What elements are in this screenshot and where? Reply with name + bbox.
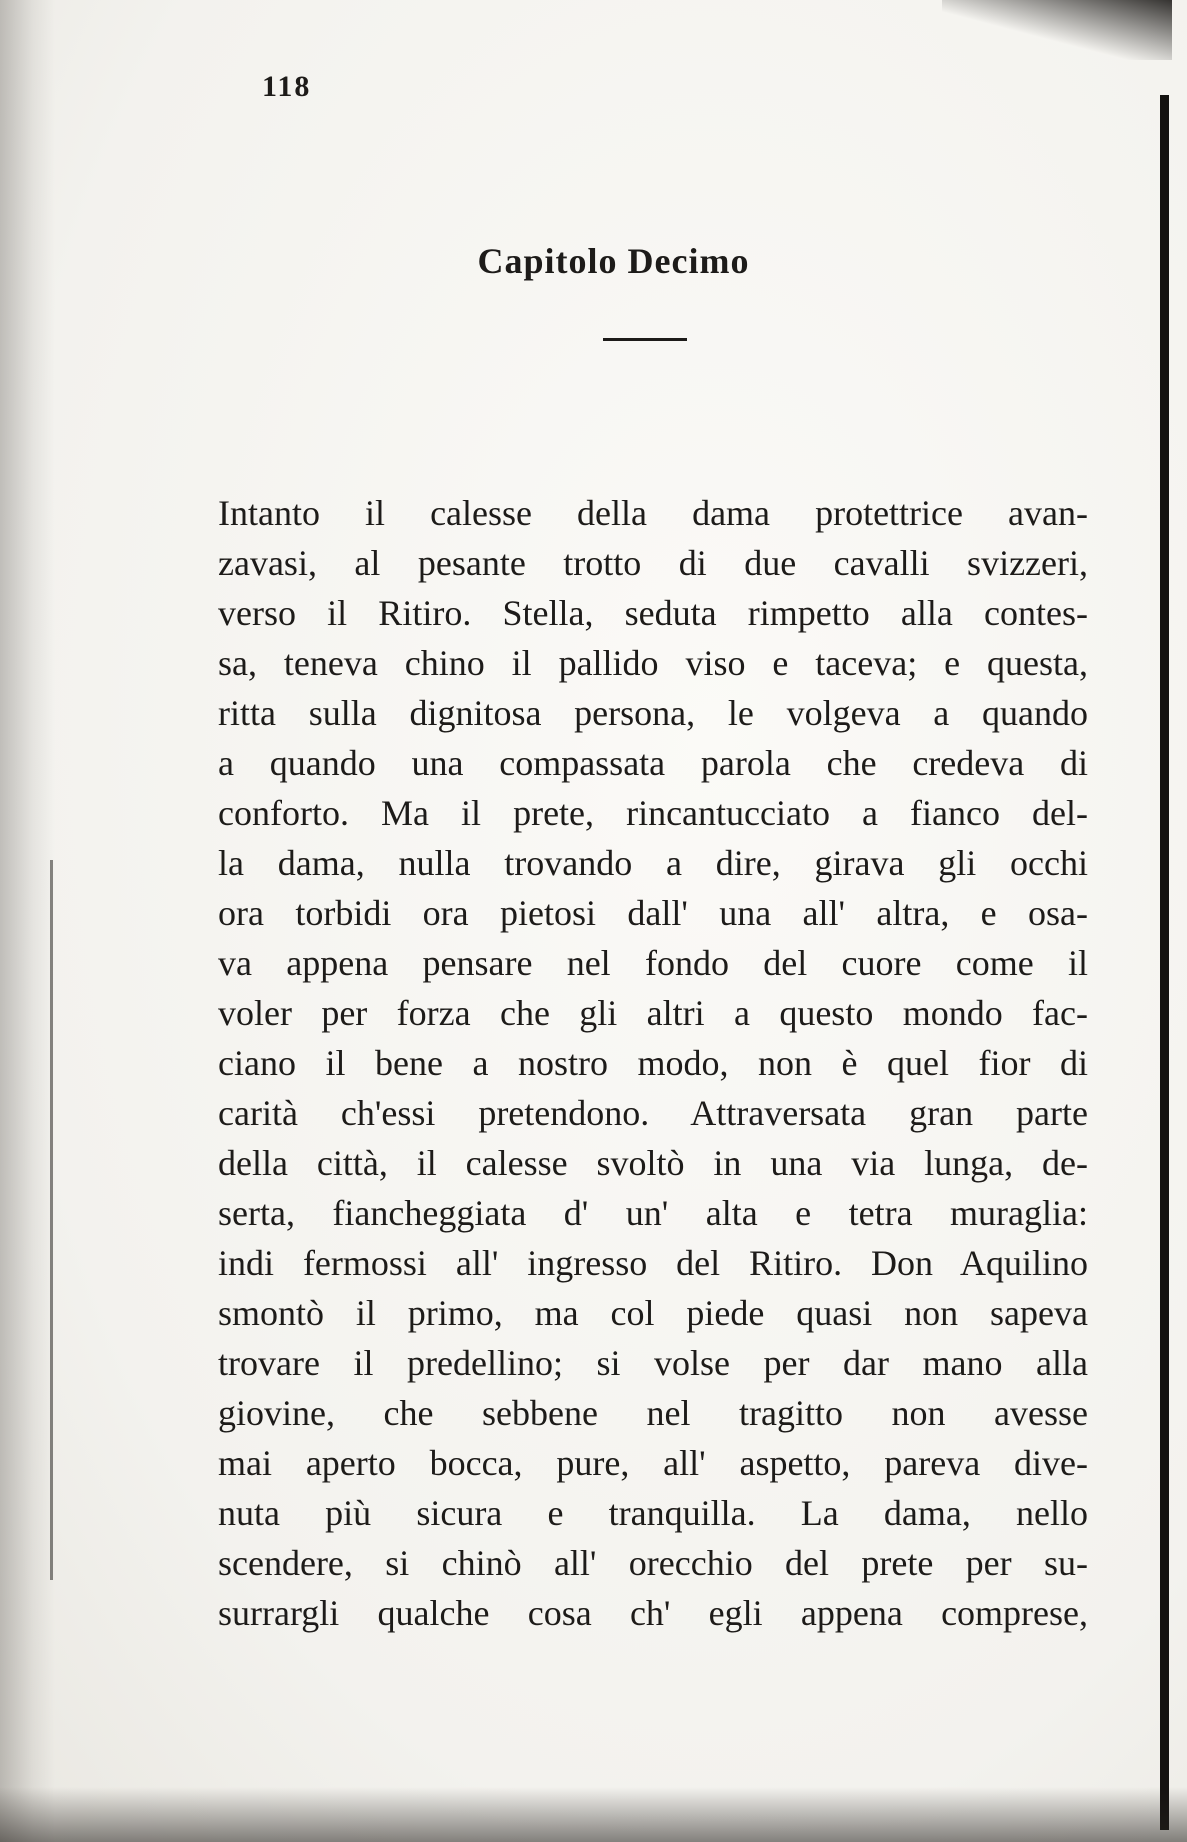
text-line: Intanto il calesse della dama protettrice avan-: [218, 493, 1088, 533]
text-line: ciano il bene a nostro modo, non è quel fior di: [218, 1043, 1088, 1083]
text-line: zavasi, al pesante trotto di due cavalli svizzeri,: [218, 543, 1088, 583]
chapter-title: Capitolo Decimo: [477, 241, 750, 281]
title-divider: [603, 338, 687, 341]
binding-edge-line: [50, 860, 53, 1580]
text-line: ora torbidi ora pietosi dall' una all' altra, e osa-: [218, 893, 1088, 933]
scan-corner-shadow: [942, 0, 1172, 60]
text-line: trovare il predellino; si volse per dar mano alla: [218, 1343, 1088, 1383]
text-line: giovine, che sebbene nel tragitto non avesse: [218, 1393, 1088, 1433]
text-line: sa, teneva chino il pallido viso e taceva; e questa,: [218, 643, 1088, 683]
text-line: mai aperto bocca, pure, all' aspetto, pareva dive-: [218, 1443, 1088, 1483]
text-line: serta, fiancheggiata d' un' alta e tetra muraglia:: [218, 1193, 1088, 1233]
text-line: verso il Ritiro. Stella, seduta rimpetto alla contes-: [218, 593, 1088, 633]
text-line: voler per forza che gli altri a questo mondo fac-: [218, 993, 1088, 1033]
text-line: va appena pensare nel fondo del cuore come il: [218, 943, 1088, 983]
text-line: della città, il calesse svoltò in una via lunga, de-: [218, 1143, 1088, 1183]
text-line: conforto. Ma il prete, rincantucciato a fianco del-: [218, 793, 1088, 833]
page-number: 118: [262, 70, 312, 103]
text-line: la dama, nulla trovando a dire, girava gli occhi: [218, 843, 1088, 883]
text-line: smontò il primo, ma col piede quasi non sapeva: [218, 1293, 1088, 1333]
text-line: carità ch'essi pretendono. Attraversata gran parte: [218, 1093, 1088, 1133]
text-line: scendere, si chinò all' orecchio del prete per su-: [218, 1543, 1088, 1583]
text-line: a quando una compassata parola che credeva di: [218, 743, 1088, 783]
text-line: ritta sulla dignitosa persona, le volgeva a quando: [218, 693, 1088, 733]
scan-bottom-shadow: [0, 1787, 1187, 1842]
text-line: nuta più sicura e tranquilla. La dama, nello: [218, 1493, 1088, 1533]
body-paragraph: [218, 488, 1088, 1638]
page-edge-line: [1160, 95, 1169, 1830]
text-line: surrargli qualche cosa ch' egli appena comprese,: [218, 1593, 1088, 1633]
text-line: indi fermossi all' ingresso del Ritiro. Don Aquilino: [218, 1243, 1088, 1283]
